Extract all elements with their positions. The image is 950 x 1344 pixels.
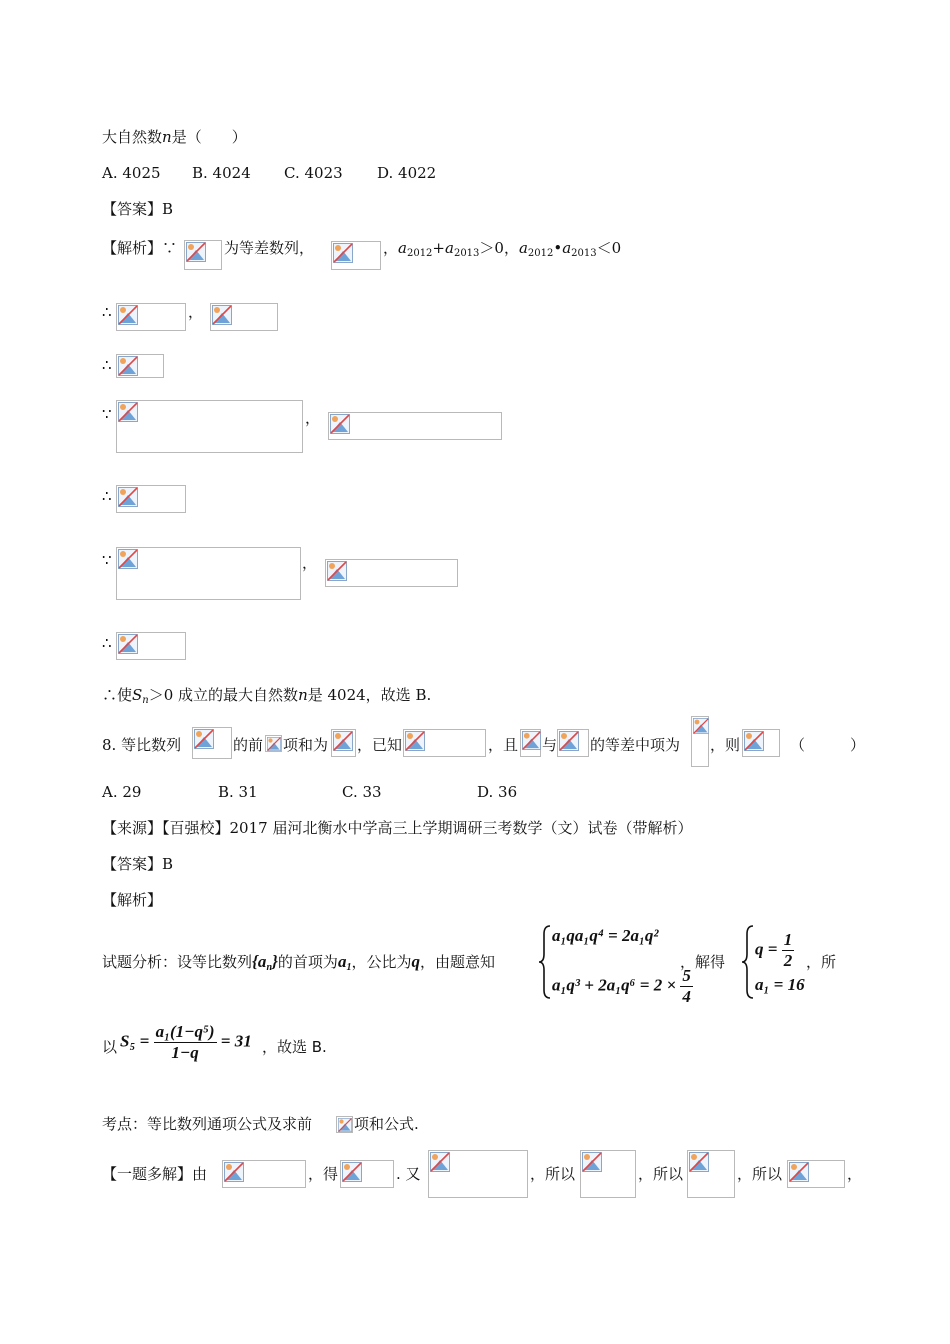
q7-options bbox=[102, 163, 437, 183]
formula-image bbox=[428, 1150, 528, 1198]
var-a: a bbox=[445, 239, 454, 257]
formula-image bbox=[403, 729, 486, 757]
q8-text: 项和为 bbox=[283, 736, 329, 754]
q8-option-d: D. 36 bbox=[477, 783, 518, 801]
result-q bbox=[755, 930, 794, 971]
stem-var: n bbox=[162, 128, 172, 146]
q7-answer: 【答案】B bbox=[102, 200, 174, 218]
q8-options bbox=[102, 782, 518, 802]
formula-image bbox=[787, 1160, 845, 1188]
broken-image-icon bbox=[118, 634, 138, 654]
formula-image bbox=[331, 241, 381, 270]
formula-image bbox=[222, 1160, 306, 1188]
multi-text: ，所以 bbox=[737, 1165, 783, 1183]
therefore-symbol: ∴ bbox=[102, 303, 112, 321]
formula-image bbox=[210, 303, 278, 331]
q8-text: 与 bbox=[542, 736, 558, 754]
numerator: a₁(1−q⁵) bbox=[155, 1022, 215, 1041]
formula-image bbox=[116, 303, 186, 331]
kaodian-tail: 项和公式. bbox=[354, 1115, 419, 1133]
left-brace bbox=[741, 924, 755, 1000]
solution-text: 的首项为 bbox=[277, 953, 338, 971]
solution-text: ，公比为 bbox=[351, 953, 412, 971]
q8-option-b: B. 31 bbox=[218, 783, 258, 801]
formula-image bbox=[557, 729, 589, 757]
gt-zero: ＞0， bbox=[479, 239, 519, 257]
multi-label: 【一题多解】由 bbox=[102, 1165, 208, 1183]
therefore-symbol: ∴ bbox=[102, 356, 112, 374]
dot: • bbox=[553, 239, 563, 257]
broken-image-icon bbox=[327, 561, 347, 581]
comma: ， bbox=[305, 409, 321, 427]
subscript: n bbox=[142, 695, 149, 706]
q8-paren: （ ） bbox=[790, 736, 866, 754]
conclusion-text: ∴使 bbox=[102, 686, 133, 704]
subscript: 2012 bbox=[406, 248, 433, 259]
formula-image bbox=[328, 412, 502, 440]
equation-2 bbox=[552, 966, 693, 1007]
denominator: 4 bbox=[682, 987, 691, 1006]
formula-image bbox=[116, 400, 303, 453]
formula-image bbox=[687, 1150, 735, 1198]
formula-image bbox=[265, 735, 282, 752]
sum-formula bbox=[120, 1022, 252, 1063]
broken-image-icon bbox=[118, 305, 138, 325]
formula-image bbox=[331, 729, 356, 757]
fraction bbox=[154, 1022, 217, 1063]
denominator: 2 bbox=[783, 951, 793, 970]
q7-conclusion bbox=[102, 685, 431, 711]
solution-text: ，所 bbox=[806, 953, 837, 971]
q7-condition bbox=[383, 238, 621, 264]
comma: ， bbox=[383, 239, 399, 257]
eq2-left: a₁q³ + 2a₁q⁶ = 2 × bbox=[552, 975, 677, 995]
subscript: 2013 bbox=[571, 248, 597, 259]
solution-text: ，故选 B. bbox=[262, 1038, 327, 1056]
stem-text: 大自然数 bbox=[102, 128, 163, 146]
broken-image-icon bbox=[118, 487, 138, 507]
var-q: q bbox=[411, 952, 420, 971]
formula-image bbox=[184, 240, 222, 270]
formula-image bbox=[116, 485, 186, 513]
broken-image-icon bbox=[267, 737, 281, 751]
broken-image-icon bbox=[224, 1162, 244, 1182]
seq-symbol: {a bbox=[252, 952, 267, 971]
q7-analysis-text1: 为等差数列， bbox=[224, 239, 315, 257]
broken-image-icon bbox=[689, 1152, 709, 1172]
multi-text: ， bbox=[847, 1165, 863, 1183]
formula-image bbox=[116, 354, 164, 378]
formula-image bbox=[520, 729, 541, 757]
fraction bbox=[782, 930, 795, 971]
equation-1: a₁qa₁q⁴ = 2a₁q² bbox=[552, 926, 659, 945]
therefore-symbol: ∴ bbox=[102, 634, 112, 652]
broken-image-icon bbox=[194, 729, 214, 749]
comma: ， bbox=[188, 303, 204, 321]
plus: + bbox=[432, 239, 445, 257]
broken-image-icon bbox=[430, 1152, 450, 1172]
solution-text: ，解得 bbox=[680, 953, 726, 971]
broken-image-icon bbox=[118, 356, 138, 376]
q8-text: ，则 bbox=[710, 736, 741, 754]
var-n: n bbox=[298, 686, 308, 704]
broken-image-icon bbox=[118, 402, 138, 422]
because-symbol: ∵ bbox=[102, 551, 112, 569]
solution-text: 以 bbox=[102, 1038, 118, 1056]
multi-text: ，所以 bbox=[638, 1165, 684, 1183]
formula-image bbox=[325, 559, 458, 587]
q7-option-b: B. 4024 bbox=[192, 164, 251, 182]
q7-option-c: C. 4023 bbox=[284, 164, 343, 182]
formula-image bbox=[116, 632, 186, 660]
q8-answer: 【答案】B bbox=[102, 855, 174, 873]
subscript: n bbox=[266, 962, 272, 973]
broken-image-icon bbox=[330, 414, 350, 434]
lt-zero: ＜0 bbox=[596, 239, 622, 257]
broken-image-icon bbox=[405, 731, 425, 751]
stem-tail: 是（ ） bbox=[171, 128, 247, 146]
var-a: a bbox=[518, 239, 528, 257]
broken-image-icon bbox=[118, 549, 138, 569]
result-a1: a₁ = 16 bbox=[755, 975, 805, 994]
formula-image bbox=[336, 1116, 353, 1133]
s5-left: S₅ = bbox=[120, 1031, 150, 1051]
broken-image-icon bbox=[693, 718, 709, 734]
q8-source: 【来源】【百强校】2017 届河北衡水中学高三上学期调研三考数学（文）试卷（带解析） bbox=[102, 819, 693, 837]
q7-stem-end bbox=[102, 127, 247, 147]
broken-image-icon bbox=[186, 242, 206, 262]
broken-image-icon bbox=[789, 1162, 809, 1182]
solution-text: ，由题意知 bbox=[419, 953, 495, 971]
therefore-symbol: ∴ bbox=[102, 487, 112, 505]
var-s: S bbox=[132, 686, 143, 704]
result-q-left: q = bbox=[755, 939, 778, 959]
broken-image-icon bbox=[212, 305, 232, 325]
broken-image-icon bbox=[744, 731, 764, 751]
kaodian: 考点：等比数列通项公式及求前 bbox=[102, 1115, 313, 1133]
broken-image-icon bbox=[559, 731, 579, 751]
q8-text: ，已知 bbox=[357, 736, 403, 754]
formula-image bbox=[742, 729, 780, 757]
q8-analysis-label: 【解析】 bbox=[102, 891, 163, 909]
formula-image bbox=[192, 727, 232, 759]
numerator: 1 bbox=[783, 930, 793, 949]
denominator: 1−q bbox=[171, 1043, 199, 1062]
seq-symbol: } bbox=[272, 952, 278, 971]
multi-text: ，所以 bbox=[530, 1165, 576, 1183]
conclusion-text: ＞0 成立的最大自然数 bbox=[148, 686, 299, 704]
multi-text: ，得 bbox=[308, 1165, 339, 1183]
solution-text: 试题分析：设等比数列 bbox=[102, 953, 253, 971]
var-a: a bbox=[337, 952, 347, 971]
q8-option-a: A. 29 bbox=[102, 783, 142, 801]
var-a: a bbox=[562, 239, 572, 257]
comma: ， bbox=[302, 554, 318, 572]
formula-image bbox=[340, 1160, 394, 1188]
s5-right: = 31 bbox=[220, 1031, 252, 1051]
formula-image bbox=[116, 547, 301, 600]
subscript: 1 bbox=[346, 962, 352, 973]
var-a: a bbox=[398, 239, 407, 257]
broken-image-icon bbox=[333, 731, 353, 751]
q8-text: 的等差中项为 bbox=[590, 736, 681, 754]
left-brace bbox=[538, 924, 552, 1000]
solution-line bbox=[102, 951, 495, 973]
q8-number: 8. 等比数列 bbox=[102, 736, 182, 754]
q8-text: ，且 bbox=[488, 736, 519, 754]
broken-image-icon bbox=[522, 731, 541, 750]
q8-text: 的前 bbox=[233, 736, 264, 754]
subscript: 2012 bbox=[527, 248, 554, 259]
broken-image-icon bbox=[582, 1152, 602, 1172]
q7-analysis-label: 【解析】∵ bbox=[102, 239, 178, 257]
because-symbol: ∵ bbox=[102, 405, 112, 423]
q7-option-a: A. 4025 bbox=[102, 164, 161, 182]
fraction bbox=[680, 966, 693, 1007]
q7-option-d: D. 4022 bbox=[377, 164, 437, 182]
formula-image bbox=[580, 1150, 636, 1198]
multi-text: . 又 bbox=[396, 1165, 421, 1183]
numerator: 5 bbox=[682, 966, 691, 985]
q8-option-c: C. 33 bbox=[342, 783, 382, 801]
subscript: 2013 bbox=[453, 248, 480, 259]
broken-image-icon bbox=[342, 1162, 362, 1182]
broken-image-icon bbox=[338, 1118, 352, 1132]
broken-image-icon bbox=[333, 243, 353, 263]
formula-image bbox=[691, 716, 709, 767]
conclusion-text: 是 4024，故选 B. bbox=[307, 686, 432, 704]
